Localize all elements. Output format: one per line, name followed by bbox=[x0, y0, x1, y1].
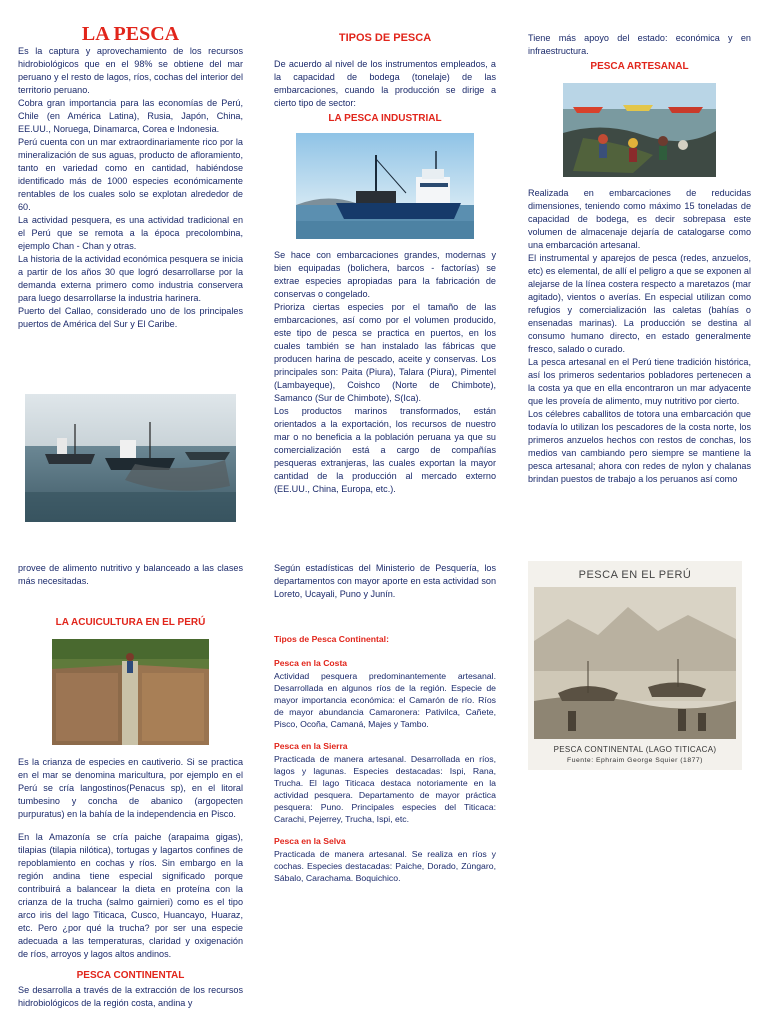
page-title: LA PESCA bbox=[81, 23, 180, 45]
engraving-title: PESCA EN EL PERÚ bbox=[578, 569, 692, 581]
sierra-title: Pesca en la Sierra bbox=[274, 741, 348, 751]
paragraph: Perú cuenta con un mar extraordinariamente rico por la mineralización de sus aguas, producto de afloramiento, tanto en variedad como en cantidad, habiéndose identificado más de 1000 especies económicamente rentables de los cuales solo se explotan alrededor de 60. bbox=[18, 137, 243, 212]
paragraph: En la Amazonía se cría paiche (arapaima gigas), tilapias (tilapia nilótica), tortugas y lagartos confines de repoblamiento en cochas y ríos. Sin embargo en la región andina tiene especial significado porque contribuirá a balancear la dieta en proteína con la crianza de la trucha (salmo gairnieri) como es el tipo arco iris del lago Titicaca, Cusco, Huancayo, Huaraz, etc. Pero ¿por qué la trucha? por ser una especie adecuada a las temperaturas, claridad y oxigenación de ríos, arroyos y lagos altos andinos. bbox=[18, 832, 243, 959]
section-subtitle: PESCA CONTINENTAL bbox=[76, 970, 185, 981]
paragraph: provee de alimento nutritivo y balanceado a las clases más necesitadas. bbox=[18, 563, 243, 586]
panel-4-body bbox=[18, 756, 243, 1010]
paragraph: Realizada en embarcaciones de reducidas dimensiones, teniendo como máximo 15 toneladas de capacidad de bodega, es decir sobrepasa este volumen de almacenaje dejaría de catalogarse como una embarcación artesanal. bbox=[528, 188, 751, 250]
panel-3-body bbox=[528, 187, 751, 486]
section-subtitle: LA ACUICULTURA EN EL PERÚ bbox=[55, 617, 206, 628]
section-subtitle: PESCA ARTESANAL bbox=[590, 61, 689, 72]
panel-3 bbox=[528, 32, 751, 73]
paragraph: La pesca artesanal en el Perú tiene tradición histórica, así los primeros sedentarios pobladores pertenecen a la costa ya que en ella encontraron un mar adyacente que les proveía de alimento, muy nutritivo por cierto. bbox=[528, 357, 751, 406]
fishing-boats-photo bbox=[25, 394, 236, 522]
paragraph: La actividad pesquera, es una actividad tradicional en el Perú que se remota a la época precolombina, ejemplo Chan - Chan y otras. bbox=[18, 215, 243, 251]
paragraph: El instrumental y aparejos de pesca (redes, anzuelos, etc) es elemental, de allí el peligro a que se exponen al alejarse de la línea costera respecto a maretazos (mar agitado), vientos o averías. En especial utilizan como refugios y comercialización las caletas (bahías o ensenadas marinas). La producción se destina al consumo humano directo, en estado generalmente fresco, salado o curado. bbox=[528, 253, 751, 354]
costa-title: Pesca en la Costa bbox=[274, 658, 348, 668]
section-heading: Tipos de Pesca Continental: bbox=[274, 634, 389, 644]
paragraph: Según estadísticas del Ministerio de Pesquería, los departamentos con mayor aporte en esta actividad son Loreto, Ucayali, Puno y Junín. bbox=[274, 563, 496, 599]
paragraph: Practicada de manera artesanal. Desarrollada en ríos, lagos y lagunas. Especies destacadas: Ispi, Rana, Trucha. El lago Titicaca destaca notoriamente en la actividad pesquera. Departamento de mayor práctica pesquera: Puno. Principales especies del Titicaca: Carachi, Pejerrey, Trucha, Ispi, etc. bbox=[274, 754, 496, 824]
selva-title: Pesca en la Selva bbox=[274, 836, 346, 846]
paragraph: Es la crianza de especies en cautiverio. Si se practica en el mar se denomina maricultura, por ejemplo en el Perú se cría langostinos(Penacus sp), en el litoral tumbesino y concha de abanico (argopecten purpuratus) en la bahía de la independencia en Pisco. bbox=[18, 757, 243, 819]
lake-titicaca-engraving bbox=[528, 561, 742, 770]
paragraph: Puerto del Callao, considerado uno de los principales puertos de América del Sur y El Caribe. bbox=[18, 306, 243, 329]
paragraph: Tiene más apoyo del estado: económica y en infraestructura. bbox=[528, 33, 751, 56]
paragraph: Cobra gran importancia para las economías de Perú, Chile (en América Latina), Rusia, Japón, China, EE.UU., Noruega, Dinamarca, Corea e Indonesia. bbox=[18, 98, 243, 134]
paragraph: Los productos marinos transformados, están orientados a la exportación, los recursos de nuestro mar o no beneficia a la población peruana ya que su comercialización está a cargo de compañías pesqueras extranjeras, las cuales exportan la mayor cantidad de la producción al mercado externo (EE.UU., China, Europa, etc.). bbox=[274, 406, 496, 494]
paragraph: Es la captura y aprovechamiento de los recursos hidrobiológicos que en el 98% se obtiene del mar peruano y el resto de lagos, ríos, cochas del interior del territorio peruano. bbox=[18, 46, 243, 95]
engraving-caption: PESCA CONTINENTAL (LAGO TITICACA) bbox=[553, 745, 717, 754]
paragraph: Practicada de manera artesanal. Se realiza en ríos y cochas. Especies destacadas: Paiche, Dorado, Zúngaro, Sábalo, Carachama. Boquichico. bbox=[274, 849, 496, 883]
panel-1 bbox=[18, 23, 243, 331]
artisanal-fishing-photo bbox=[563, 83, 716, 177]
aquaculture-photo bbox=[52, 639, 209, 745]
panel-4 bbox=[18, 562, 243, 629]
panel-5 bbox=[274, 562, 496, 884]
panel-2-body bbox=[274, 249, 496, 496]
paragraph: Prioriza ciertas especies por el tamaño de las embarcaciones, así como por el volumen producido, este tipo de pesca se practica en puertos, en los cuales también se han instalado las fábricas que producen harina de pescado, aceite y conservas. Los principales son: Paita (Piura), Talara (Piura), Pimentel (Lambayeque), Coishco (Norte de Chimbote), Samanco (Sur de Chimbote), S(Ica). bbox=[274, 302, 496, 403]
paragraph: Actividad pesquera predominantemente artesanal. Desarrollada en algunos ríos de la región. Especie de mayor importancia económica: el Camarón de río. Ríos de mayor abundancia Camaronera: Pativilca, Cañete, Pisco, Ocoña, Camaná, Majes y Tambo. bbox=[274, 671, 496, 729]
paragraph: Se desarrolla a través de la extracción de los recursos hidrobiológicos de la región costa, andina y bbox=[18, 985, 243, 1008]
paragraph: De acuerdo al nivel de los instrumentos empleados, a la capacidad de bodega (tonelaje) de las embarcaciones, cuando la producción se dirige a cierto tipo de sector: bbox=[274, 59, 496, 108]
paragraph: La historia de la actividad económica pesquera se inicia a partir de los años 30 que logró desarrollarse por la demanda externa primero como industria conservera para luego desarrollarse la industria harinera. bbox=[18, 254, 243, 303]
paragraph: Se hace con embarcaciones grandes, modernas y bien equipadas (bolichera, barcos - factorías) se extrae especies apropiadas para la fabricación de conservas o congelado. bbox=[274, 250, 496, 299]
section-title: TIPOS DE PESCA bbox=[338, 32, 432, 44]
engraving-source: Fuente: Ephraim George Squier (1877) bbox=[567, 757, 703, 764]
panel-2 bbox=[274, 32, 496, 125]
paragraph: Los célebres caballitos de totora una embarcación que todavía lo utilizan los pescadores de la costa norte, los primeros anzuelos hechos con restos de conchas, los medios van cambiando pero siempre se mantiene la pesca artesanal; ahora con redes de nylon y chalanas brindan puestos de trabajo a los peruanos así como bbox=[528, 409, 751, 484]
section-subtitle: LA PESCA INDUSTRIAL bbox=[328, 113, 442, 124]
industrial-ship-photo bbox=[296, 133, 474, 239]
